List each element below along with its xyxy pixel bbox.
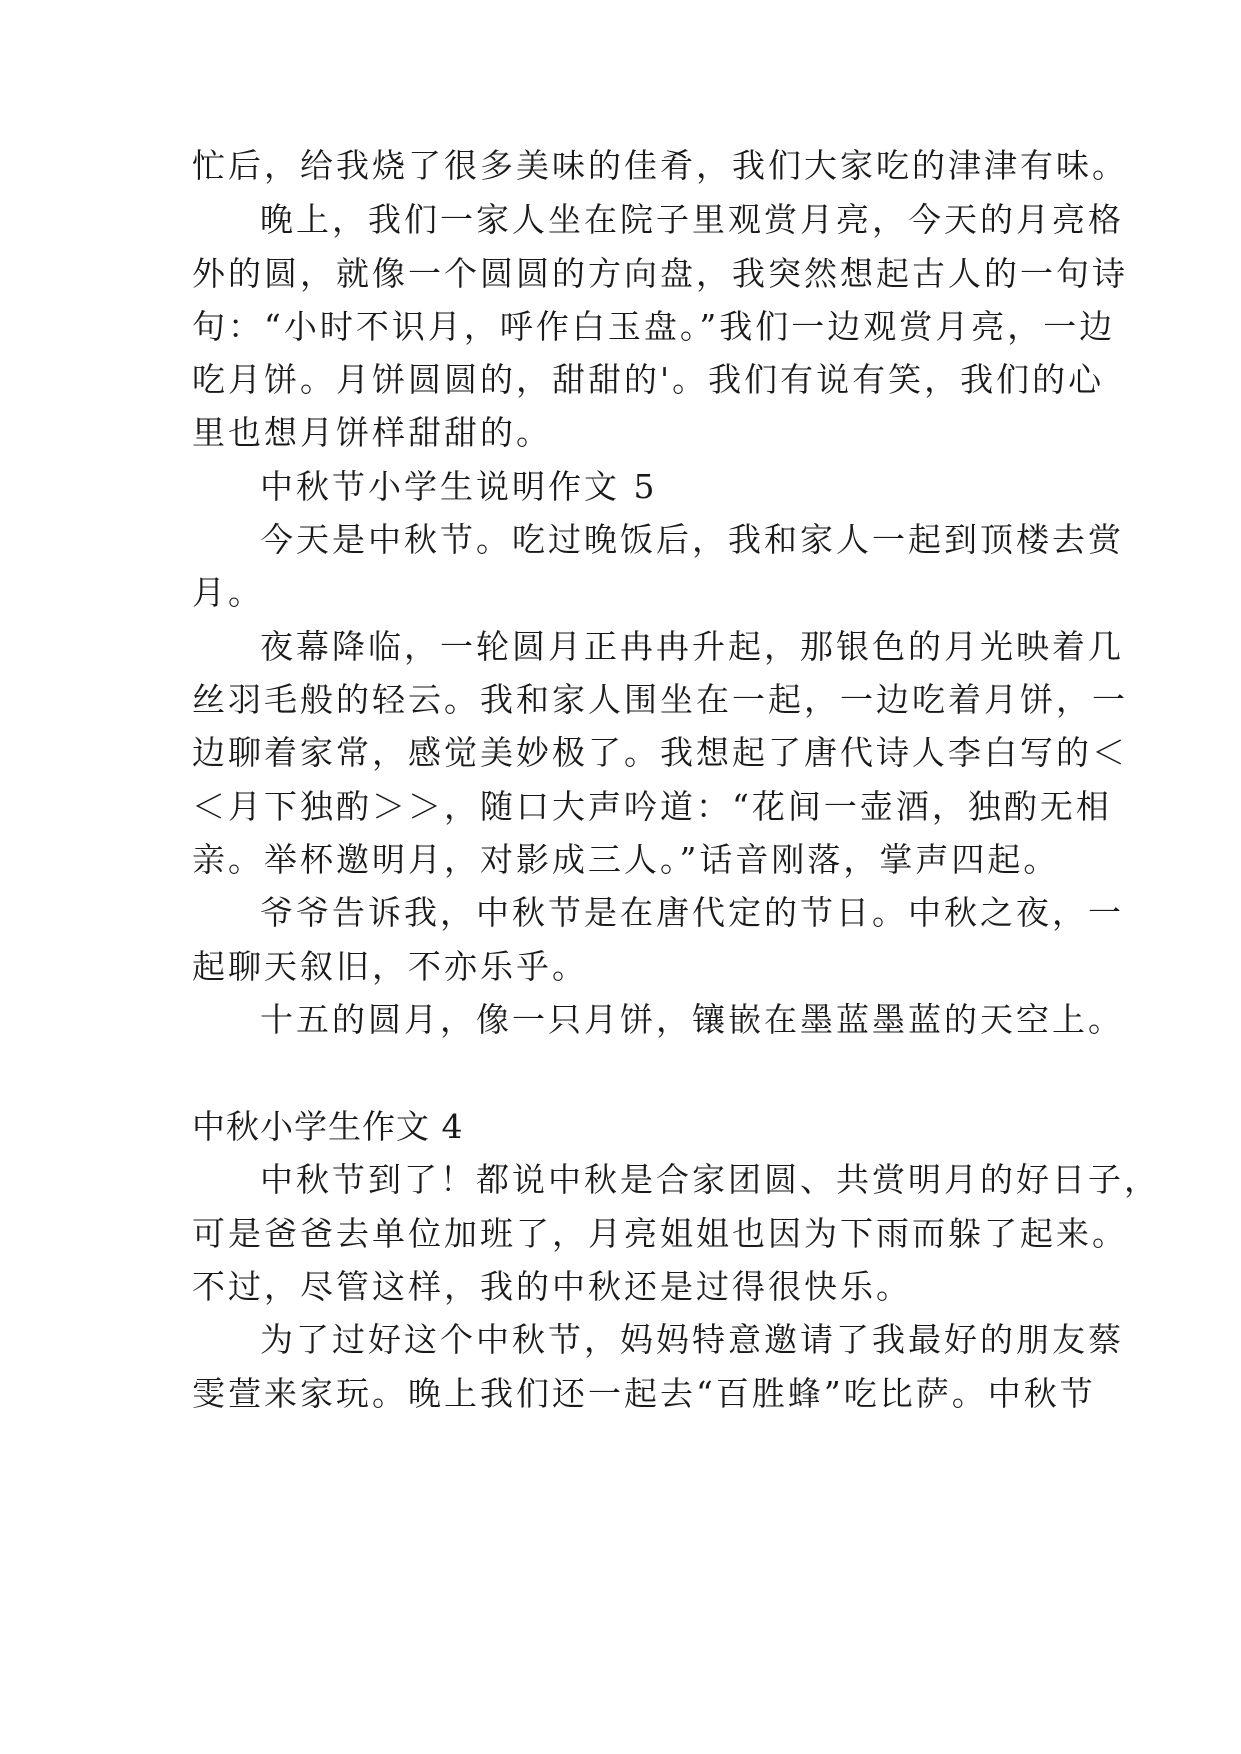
- body-text-line: 起聊天叙旧，不亦乐乎。: [192, 947, 588, 986]
- body-text-line: 晚上，我们一家人坐在院子里观赏月亮，今天的月亮格: [260, 200, 1124, 239]
- body-text-line: 不过，尽管这样，我的中秋还是过得很快乐。: [192, 1267, 912, 1306]
- body-text-line: 夜幕降临，一轮圆月正冉冉升起，那银色的月光映着几: [260, 627, 1124, 666]
- body-text-line: 忙后，给我烧了很多美味的佳肴，我们大家吃的津津有味。: [192, 146, 1128, 185]
- body-text-line: 中秋节到了！都说中秋是合家团圆、共赏明月的好日子，: [260, 1160, 1160, 1199]
- body-text-line: 今天是中秋节。吃过晚饭后，我和家人一起到顶楼去赏: [260, 520, 1124, 559]
- body-text-line: 十五的圆月，像一只月饼，镶嵌在墨蓝墨蓝的天空上。: [260, 1000, 1124, 1039]
- body-text-line: 丝羽毛般的轻云。我和家人围坐在一起，一边吃着月饼，一: [192, 680, 1128, 719]
- section-heading: 中秋小学生作文 4: [192, 1107, 464, 1146]
- body-text-line: 雯萱来家玩。晚上我们还一起去“百胜蜂”吃比萨。中秋节: [192, 1374, 1096, 1413]
- body-text-line: 爷爷告诉我，中秋节是在唐代定的节日。中秋之夜，一: [260, 893, 1124, 932]
- body-text-line: 为了过好这个中秋节，妈妈特意邀请了我最好的朋友蔡: [260, 1320, 1124, 1359]
- body-text-line: 吃月饼。月饼圆圆的，甜甜的'。我们有说有笑，我们的心: [192, 360, 1105, 399]
- body-text-line: ＜月下独酌＞＞，随口大声吟道：“花间一壶酒，独酌无相: [192, 787, 1112, 826]
- body-text-line: 月。: [192, 573, 264, 612]
- body-text-line: 里也想月饼样甜甜的。: [192, 413, 552, 452]
- body-text-line: 外的圆，就像一个圆圆的方向盘，我突然想起古人的一句诗: [192, 254, 1128, 293]
- section-heading: 中秋节小学生说明作文 5: [260, 467, 658, 506]
- body-text-line: 边聊着家常，感觉美妙极了。我想起了唐代诗人李白写的＜: [192, 733, 1128, 772]
- body-text-line: 可是爸爸去单位加班了，月亮姐姐也因为下雨而躲了起来。: [192, 1214, 1128, 1253]
- body-text-line: 句：“小时不识月，呼作白玉盘。”我们一边观赏月亮，一边: [192, 307, 1116, 346]
- body-text-line: 亲。举杯邀明月，对影成三人。”话音刚落，掌声四起。: [192, 840, 1060, 879]
